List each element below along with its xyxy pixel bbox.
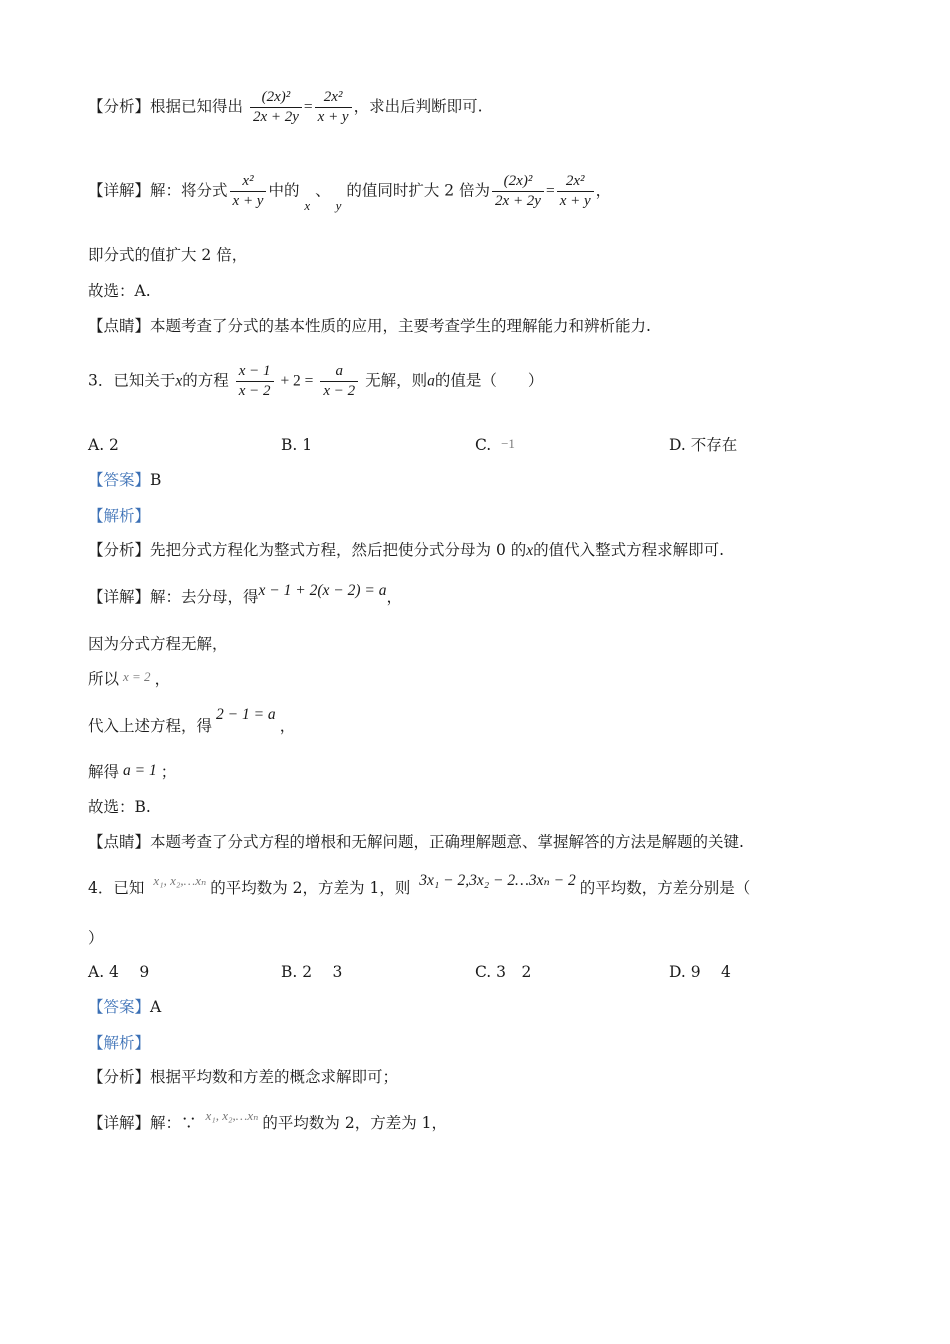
answer-choice-line: 故选：B. xyxy=(88,798,151,816)
fraction: $\frac{\text{(2x)²}}{2x + 2y}$ xyxy=(492,172,544,211)
detail-line-q4: 【详解】解：∵ $^{x_1, x_2,\dots x_n}$ 的平均数为 2，方差为 1， xyxy=(88,1108,447,1132)
option-b: B. 1 xyxy=(281,436,313,454)
fraction: $\frac{\text{x²}}{x + y}$ xyxy=(230,172,267,211)
fraction: $\frac{a}{x - 2}$ xyxy=(320,362,358,401)
answer-tag: 【答案】 xyxy=(88,998,151,1016)
option-c: C. 3 2 xyxy=(475,963,532,981)
solution-heading-q4: 【解析】 xyxy=(88,1034,151,1052)
text-line: 所以 x = 2 ， xyxy=(88,669,171,688)
fraction: $\frac{\text{2x²}}{x + y}$ xyxy=(315,88,352,127)
option-b: B. 2 3 xyxy=(281,963,343,981)
detail-line-q3: 【详解】解：去分母，得x − 1 + 2(x − 2) = a， xyxy=(88,582,402,606)
question-3: 3．已知关于x的方程 $\frac{x - 1}{x - 2}$ + 2 = $\frac{a}{x - 2}$ 无解，则a的值是（ ） xyxy=(88,363,544,399)
answer-tag: 【答案】 xyxy=(88,471,151,489)
solution-heading-q3: 【解析】 xyxy=(88,507,151,525)
comment-line-q2: 【点睛】本题考查了分式的基本性质的应用，主要考查学生的理解能力和辨析能力. xyxy=(88,317,651,335)
text-line: 即分式的值扩大 2 倍， xyxy=(88,246,248,264)
analysis-line-q4: 【分析】根据平均数和方差的概念求解即可； xyxy=(88,1068,399,1086)
fraction: $\frac{\text{2x²}}{x + y}$ xyxy=(557,172,594,211)
option-c: C. −1 xyxy=(475,436,515,454)
comment-tag: 【点睛】 xyxy=(88,317,151,335)
comment-line-q3: 【点睛】本题考查了分式方程的增根和无解问题，正确理解题意、掌握解答的方法是解题的关键. xyxy=(88,833,744,851)
answer-line-q3: 【答案】B xyxy=(88,471,162,489)
analysis-line-q3: 【分析】先把分式方程化为整式方程，然后把使分式分母为 0 的x的值代入整式方程求解即可. xyxy=(88,541,725,559)
fraction: $\frac{x - 1}{x - 2}$ xyxy=(236,362,274,401)
answer-choice-line: 故选：A. xyxy=(88,282,151,300)
question-4: 4．已知 $^{x_1, x_2,\dots x_n}$ 的平均数为 2，方差为 1，则 3x₁ − 2,3x₂ − 2…3xₙ − 2 的平均数，方差分别是（ xyxy=(88,872,751,897)
text-line: 解得 a = 1 ； xyxy=(88,762,177,781)
option-d: D. 不存在 xyxy=(669,436,738,454)
analysis-text: 根据已知得出 xyxy=(150,97,244,116)
detail-tag: 【详解】 xyxy=(88,181,151,200)
text-line: 代入上述方程，得2 − 1 = a， xyxy=(88,706,296,735)
option-d: D. 9 4 xyxy=(669,963,731,981)
fraction: $\frac{\text{(2x)²}}{2x + 2y}$ xyxy=(250,88,302,127)
detail-line-q2: 【详解】解：将分式 $\frac{\text{x²}}{x + y}$ 中的 $_x$ 、 $_y$ 的值同时扩大 2 倍为 $\frac{\text{(2x)²}}{2x + 2y}$ = $\frac{\text{2x²}}{x + y}$ ， xyxy=(88,173,612,213)
answer-line-q4: 【答案】A xyxy=(88,998,162,1016)
text-line: 因为分式方程无解， xyxy=(88,635,228,653)
analysis-tag: 【分析】 xyxy=(88,97,151,116)
analysis-line-q2: 【分析】根据已知得出 $\frac{\text{(2x)²}}{2x + 2y}$ = $\frac{\text{2x²}}{x + y}$ ，求出后判断即可. xyxy=(88,89,483,125)
option-a: A. 4 9 xyxy=(88,963,150,981)
option-a: A. 2 xyxy=(88,436,119,454)
question-4-close: ） xyxy=(88,929,104,947)
